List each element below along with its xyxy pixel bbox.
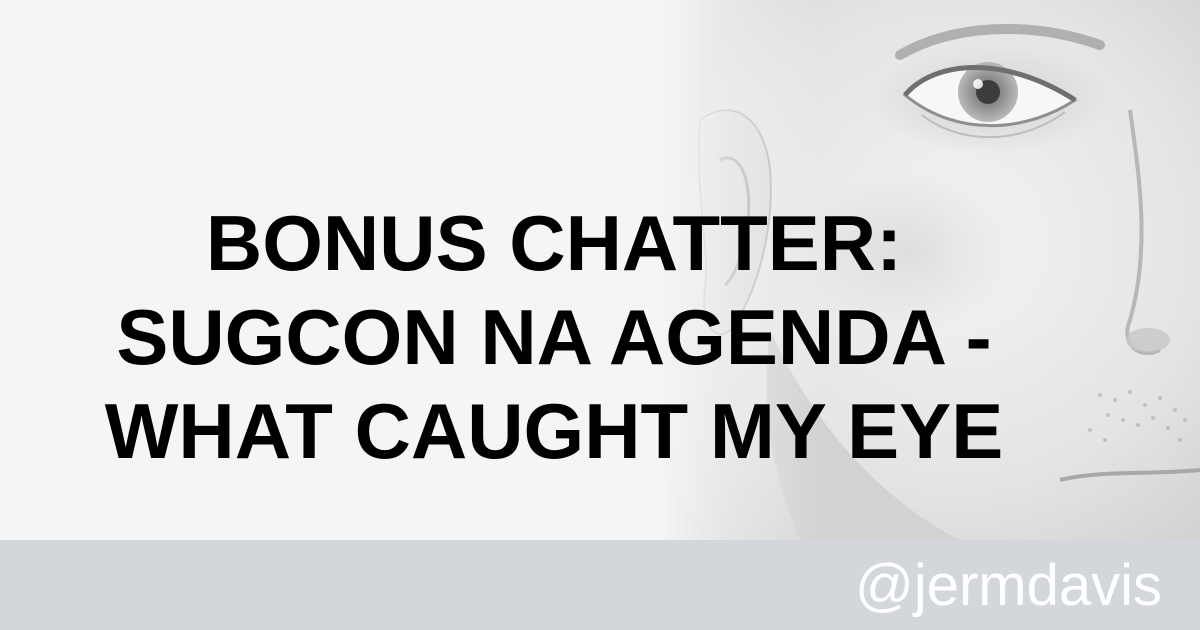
headline-line-2: SUGCON NA AGENDA - [116,293,992,381]
headline-line-1: BONUS CHATTER: [205,199,903,287]
footer-bar [0,540,1200,630]
headline [0,196,1108,478]
author-handle: @jermdavis [854,553,1162,618]
headline-line-3: WHAT CAUGHT MY EYE [104,387,1004,475]
